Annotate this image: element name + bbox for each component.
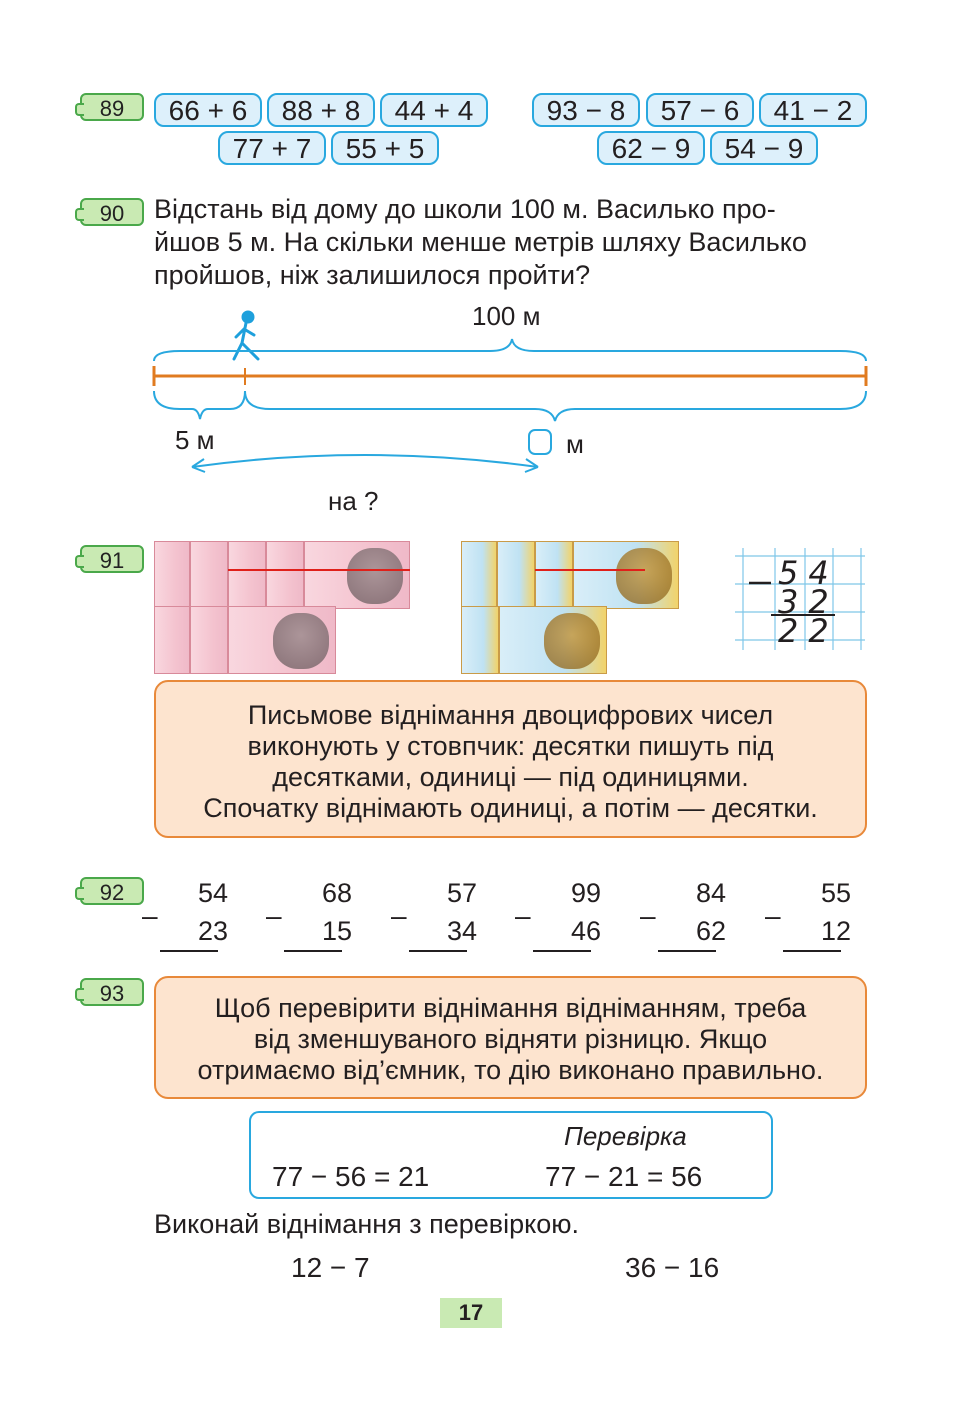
rule-line: десятками, одиниці — під одиницями. [272, 762, 749, 792]
banknote-1 [535, 541, 573, 609]
expression-pill: 57 − 6 [646, 93, 754, 127]
minuend: 68 [321, 878, 352, 908]
column-bottom-number: 32 [778, 583, 839, 621]
subtrahend: 62 [695, 916, 726, 946]
expression-pill: 41 − 2 [759, 93, 867, 127]
page-number: 17 [440, 1298, 502, 1328]
rule-box-check-subtraction [154, 976, 867, 1099]
expression-pill: 62 − 9 [597, 131, 705, 165]
banknote-1 [499, 606, 607, 674]
banknote-10 [304, 541, 410, 609]
expression-pill: 88 + 8 [267, 93, 375, 127]
column-top-number: 54 [778, 554, 839, 592]
rule-line: виконують у стовпчик: десятки пишуть під [247, 731, 774, 761]
subtrahend: 23 [197, 916, 228, 946]
task-number-90: 90 [80, 198, 144, 226]
banknote-10 [154, 541, 190, 609]
task-number-91: 91 [80, 545, 144, 573]
expression-pill: 44 + 4 [380, 93, 488, 127]
example-expression: 77 − 56 = 21 [272, 1161, 430, 1192]
result-line [783, 950, 841, 952]
rule-line: від зменшуваного відняти різницю. Якщо [253, 1024, 768, 1054]
task-number-93: 93 [80, 978, 144, 1006]
unknown-box [529, 430, 551, 454]
expression-pill: 77 + 7 [218, 131, 326, 165]
subtrahend: 34 [446, 916, 477, 946]
problem-text-line: йшов 5 м. На скільки менше метрів шляху Василько [154, 227, 807, 257]
result-line [160, 950, 218, 952]
page-number-block [440, 1298, 502, 1405]
banknote-10 [190, 606, 228, 674]
expression-pill: 93 − 8 [532, 93, 640, 127]
banknote-1 [573, 541, 679, 609]
task-number-89: 89 [80, 93, 144, 121]
subtrahend: 46 [570, 916, 601, 946]
minuend: 54 [197, 878, 228, 908]
unknown-unit-label: м [566, 429, 584, 459]
exercise-expression: 36 − 16 [625, 1252, 720, 1283]
expression-pill: 55 + 5 [331, 131, 439, 165]
result-line [658, 950, 716, 952]
instruction-text: Виконай віднімання з перевіркою. [154, 1209, 580, 1239]
banknote-1 [461, 541, 497, 609]
minus-sign: – [391, 900, 407, 931]
rule-line: Щоб перевірити віднімання відніманням, треба [214, 993, 807, 1023]
minuend: 84 [695, 878, 726, 908]
top-brace [154, 339, 866, 361]
banknote-10 [190, 541, 228, 609]
minus-sign: – [765, 900, 781, 931]
task-number-92: 92 [80, 877, 144, 905]
minuend: 57 [446, 878, 477, 908]
strike-line [535, 569, 645, 571]
result-line [409, 950, 467, 952]
rule-box-column-subtraction [154, 680, 867, 838]
minus-sign: – [142, 900, 158, 931]
result-line [533, 950, 591, 952]
problem-text-line: Відстань від дому до школи 100 м. Василько про- [154, 194, 776, 224]
strike-line [228, 569, 410, 571]
part-brace [154, 391, 245, 419]
rule-line: отримаємо від’ємник, то дію виконано правильно. [197, 1055, 824, 1085]
expression-pill: 54 − 9 [710, 131, 818, 165]
banknote-1 [461, 606, 499, 674]
banknote-10 [154, 606, 190, 674]
result-line [284, 950, 342, 952]
rest-brace [245, 391, 866, 421]
subtrahend: 12 [820, 916, 851, 946]
total-distance-label: 100 м [472, 301, 541, 331]
banknote-10 [266, 541, 304, 609]
expression-pill: 66 + 6 [154, 93, 262, 127]
check-title: Перевірка [564, 1121, 687, 1151]
question-label: на ? [328, 486, 379, 516]
exercise-expression: 12 − 7 [291, 1252, 370, 1283]
problem-text-line: пройшов, ніж залишилося пройти? [154, 260, 591, 290]
minuend: 55 [820, 878, 851, 908]
rule-line: Письмове віднімання двоцифрових чисел [247, 700, 774, 730]
minus-sign: – [515, 900, 531, 931]
minus-sign: – [266, 900, 282, 931]
column-result-number: 22 [778, 612, 839, 650]
comparison-arrow [192, 455, 538, 467]
banknote-1 [497, 541, 535, 609]
rule-line: Спочатку віднімають одиниці, а потім — десятки. [203, 793, 818, 823]
banknote-10 [228, 606, 336, 674]
subtrahend: 15 [321, 916, 352, 946]
part-distance-label: 5 м [175, 425, 215, 455]
minus-sign: – [640, 900, 656, 931]
check-expression: 77 − 21 = 56 [545, 1161, 703, 1192]
banknote-10 [228, 541, 266, 609]
minuend: 99 [570, 878, 601, 908]
segment-diagram [140, 305, 880, 490]
